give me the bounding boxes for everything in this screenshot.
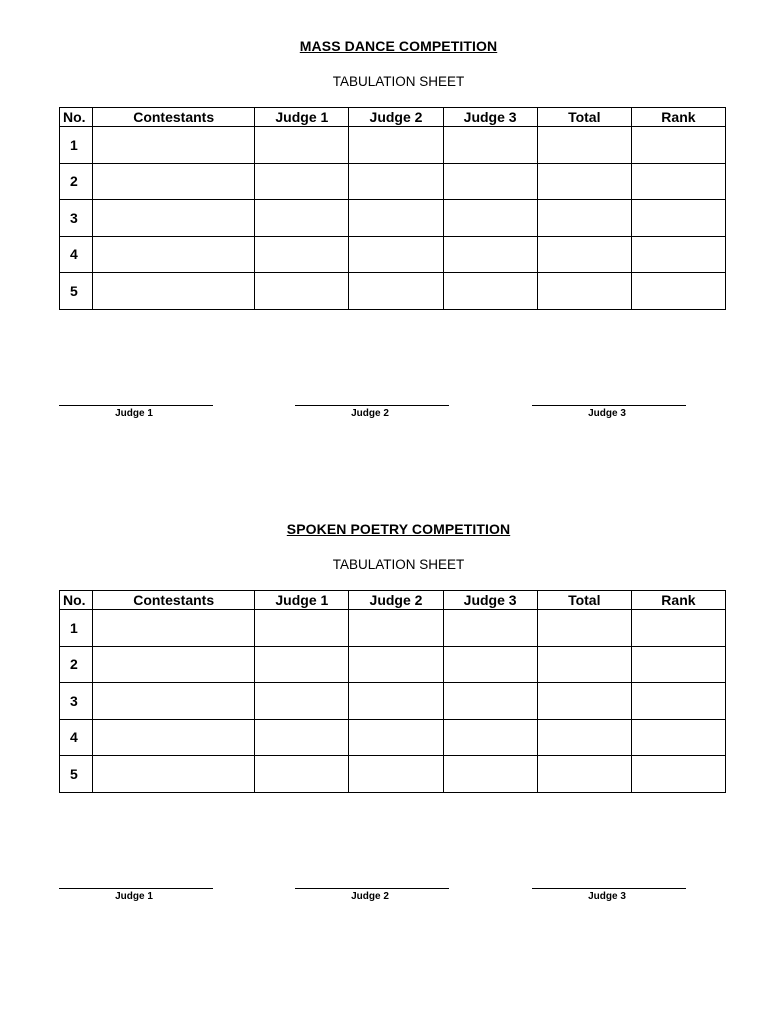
table-row <box>60 273 726 310</box>
header-judge-2: Judge 2 <box>349 108 443 127</box>
header-judge-3: Judge 3 <box>443 108 537 127</box>
signature-line[interactable] <box>295 879 449 889</box>
rank-cell[interactable] <box>631 683 725 720</box>
row-number: 3 <box>60 200 93 237</box>
judge-1-cell[interactable] <box>255 756 349 793</box>
total-cell[interactable] <box>537 273 631 310</box>
header-total: Total <box>537 591 631 610</box>
total-cell[interactable] <box>537 610 631 647</box>
total-cell[interactable] <box>537 683 631 720</box>
signature-line[interactable] <box>295 396 449 406</box>
judge-2-cell[interactable] <box>349 236 443 273</box>
row-number: 2 <box>60 163 93 200</box>
signature-label: Judge 3 <box>588 891 626 902</box>
total-cell[interactable] <box>537 646 631 683</box>
judge-1-cell[interactable] <box>255 236 349 273</box>
signature-judge-2 <box>295 396 449 419</box>
contestant-cell[interactable] <box>93 719 255 756</box>
table-row <box>60 163 726 200</box>
judge-2-cell[interactable] <box>349 163 443 200</box>
row-number: 3 <box>60 683 93 720</box>
judge-3-cell[interactable] <box>443 273 537 310</box>
judge-1-cell[interactable] <box>255 200 349 237</box>
header-judge-1: Judge 1 <box>255 108 349 127</box>
row-number: 4 <box>60 719 93 756</box>
contestant-cell[interactable] <box>93 646 255 683</box>
contestant-cell[interactable] <box>93 610 255 647</box>
total-cell[interactable] <box>537 236 631 273</box>
header-rank: Rank <box>631 108 725 127</box>
contestant-cell[interactable] <box>93 756 255 793</box>
judge-3-cell[interactable] <box>443 646 537 683</box>
total-cell[interactable] <box>537 127 631 164</box>
row-number: 5 <box>60 273 93 310</box>
section-title: MASS DANCE COMPETITION <box>299 38 498 54</box>
judge-2-cell[interactable] <box>349 646 443 683</box>
signature-line[interactable] <box>59 396 213 406</box>
judge-1-cell[interactable] <box>255 163 349 200</box>
judge-1-cell[interactable] <box>255 273 349 310</box>
signature-line[interactable] <box>532 879 686 889</box>
rank-cell[interactable] <box>631 200 725 237</box>
judge-3-cell[interactable] <box>443 236 537 273</box>
judge-3-cell[interactable] <box>443 719 537 756</box>
judge-2-cell[interactable] <box>349 683 443 720</box>
signature-judge-1 <box>59 396 213 419</box>
signature-line[interactable] <box>59 879 213 889</box>
header-judge-3: Judge 3 <box>443 591 537 610</box>
signature-line[interactable] <box>532 396 686 406</box>
signature-judge-2 <box>295 879 449 902</box>
row-number: 2 <box>60 646 93 683</box>
header-total: Total <box>537 108 631 127</box>
signature-label: Judge 1 <box>115 408 153 419</box>
contestant-cell[interactable] <box>93 200 255 237</box>
judge-1-cell[interactable] <box>255 127 349 164</box>
signature-judge-3 <box>532 879 686 902</box>
table-header-row <box>60 591 726 610</box>
judge-2-cell[interactable] <box>349 200 443 237</box>
judge-1-cell[interactable] <box>255 683 349 720</box>
contestant-cell[interactable] <box>93 683 255 720</box>
judge-3-cell[interactable] <box>443 127 537 164</box>
header-judge-1: Judge 1 <box>255 591 349 610</box>
signature-judge-1 <box>59 879 213 902</box>
signature-label: Judge 3 <box>588 408 626 419</box>
tabulation-table <box>59 107 726 310</box>
row-number: 1 <box>60 610 93 647</box>
judge-2-cell[interactable] <box>349 273 443 310</box>
header-contestants: Contestants <box>93 108 255 127</box>
total-cell[interactable] <box>537 200 631 237</box>
header-rank: Rank <box>631 591 725 610</box>
table-row <box>60 236 726 273</box>
rank-cell[interactable] <box>631 236 725 273</box>
header-no: No. <box>60 108 93 127</box>
table-row <box>60 610 726 647</box>
judge-3-cell[interactable] <box>443 756 537 793</box>
table-row <box>60 719 726 756</box>
judge-3-cell[interactable] <box>443 200 537 237</box>
header-contestants: Contestants <box>93 591 255 610</box>
judge-3-cell[interactable] <box>443 683 537 720</box>
table-row <box>60 683 726 720</box>
section-subtitle: TABULATION SHEET <box>332 557 465 572</box>
section-title: SPOKEN POETRY COMPETITION <box>286 521 511 537</box>
header-no: No. <box>60 591 93 610</box>
row-number: 1 <box>60 127 93 164</box>
judge-2-cell[interactable] <box>349 610 443 647</box>
total-cell[interactable] <box>537 719 631 756</box>
judge-3-cell[interactable] <box>443 163 537 200</box>
signature-label: Judge 2 <box>351 408 389 419</box>
table-row <box>60 127 726 164</box>
row-number: 5 <box>60 756 93 793</box>
table-row <box>60 756 726 793</box>
rank-cell[interactable] <box>631 610 725 647</box>
signature-judge-3 <box>532 396 686 419</box>
rank-cell[interactable] <box>631 719 725 756</box>
judge-1-cell[interactable] <box>255 719 349 756</box>
judge-2-cell[interactable] <box>349 756 443 793</box>
judge-2-cell[interactable] <box>349 719 443 756</box>
rank-cell[interactable] <box>631 756 725 793</box>
tabulation-table <box>59 590 726 793</box>
signature-label: Judge 2 <box>351 891 389 902</box>
contestant-cell[interactable] <box>93 273 255 310</box>
contestant-cell[interactable] <box>93 127 255 164</box>
rank-cell[interactable] <box>631 127 725 164</box>
signature-label: Judge 1 <box>115 891 153 902</box>
contestant-cell[interactable] <box>93 163 255 200</box>
total-cell[interactable] <box>537 163 631 200</box>
rank-cell[interactable] <box>631 273 725 310</box>
table-header-row <box>60 108 726 127</box>
table-row <box>60 200 726 237</box>
header-judge-2: Judge 2 <box>349 591 443 610</box>
contestant-cell[interactable] <box>93 236 255 273</box>
rank-cell[interactable] <box>631 646 725 683</box>
judge-1-cell[interactable] <box>255 646 349 683</box>
rank-cell[interactable] <box>631 163 725 200</box>
judge-3-cell[interactable] <box>443 610 537 647</box>
table-row <box>60 646 726 683</box>
row-number: 4 <box>60 236 93 273</box>
total-cell[interactable] <box>537 756 631 793</box>
section-subtitle: TABULATION SHEET <box>332 74 465 89</box>
judge-1-cell[interactable] <box>255 610 349 647</box>
judge-2-cell[interactable] <box>349 127 443 164</box>
